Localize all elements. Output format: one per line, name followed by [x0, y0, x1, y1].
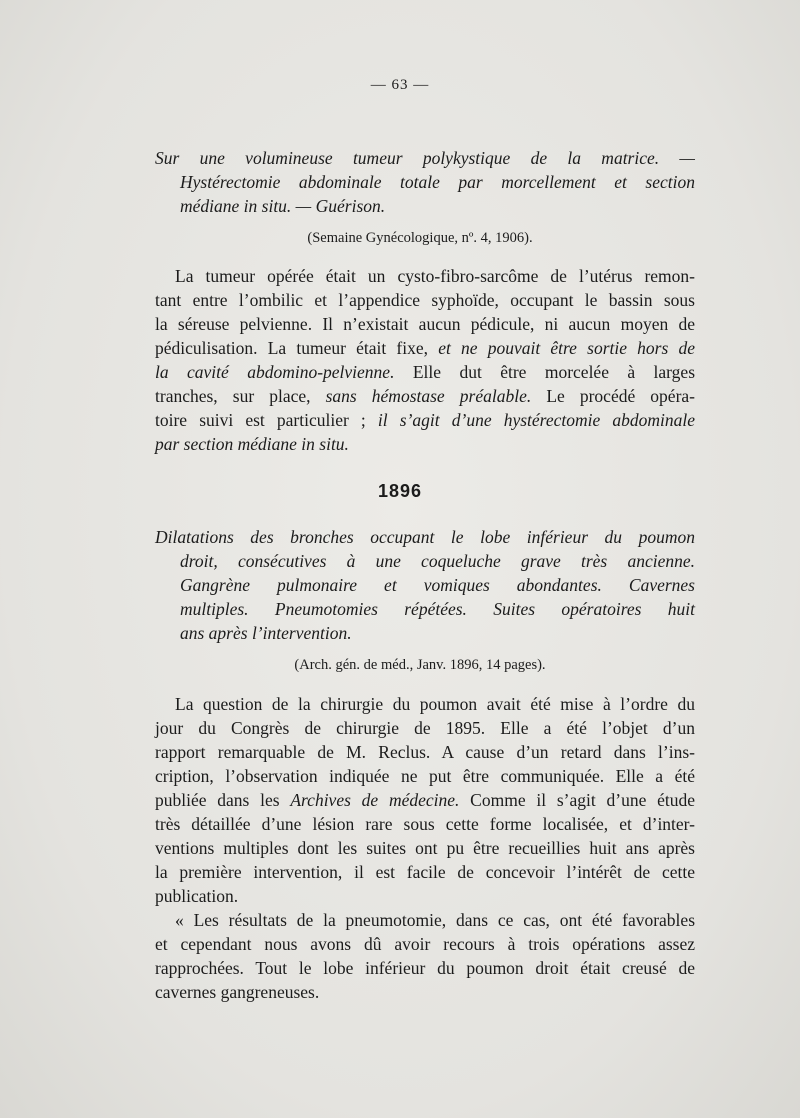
text-line [155, 336, 695, 360]
entry2-paragraph-1 [155, 692, 695, 908]
text-line: ventions multiples dont les suites ont pu être recueillies huit ans après [155, 838, 695, 858]
text-segment: tranches, sur place, [155, 386, 311, 406]
text-line [155, 788, 695, 812]
text-segment: toire suivi est particulier ; [155, 410, 366, 430]
entry2-title [155, 525, 695, 645]
italic-segment: Archives de médecine. [290, 790, 460, 810]
text-segment: pédiculisation. La tumeur était fixe, [155, 338, 429, 358]
entry2-title-line: droit, consécutives à une coqueluche grave très ancienne. [180, 551, 695, 571]
italic-segment: et ne pouvait être sortie hors de [438, 338, 695, 358]
text-line: la première intervention, il est facile de concevoir l’intérêt de cette [155, 862, 695, 882]
entry1-paragraph [155, 264, 695, 456]
entry1-title-line: Hystérectomie abdominale totale par morcellement et section [180, 172, 695, 192]
text-line: La tumeur opérée était un cysto-fibro-sarcôme de l’utérus remon- [175, 266, 695, 286]
year-heading: 1896 [377, 481, 423, 501]
entry1-citation: (Semaine Gynécologique, nº. 4, 1906). [307, 230, 533, 246]
text-segment: Comme il s’agit d’une étude [470, 790, 695, 810]
text-line: très détaillée d’une lésion rare sous cette forme localisée, et d’inter- [155, 814, 695, 834]
text-line: publication. [155, 886, 239, 906]
entry2-citation: (Arch. gén. de méd., Janv. 1896, 14 pages). [294, 657, 546, 673]
text-segment: Elle dut être morcelée à larges [412, 362, 696, 382]
text-line [155, 408, 695, 432]
text-line: rapprochées. Tout le lobe inférieur du poumon droit était creusé de [155, 958, 695, 978]
italic-segment: sans hémostase préalable. [325, 386, 532, 406]
text-line: cavernes gangreneuses. [155, 982, 320, 1002]
text-line: rapport remarquable de M. Reclus. A cause d’un retard dans l’ins- [155, 742, 695, 762]
text-segment: Le procédé opéra- [546, 386, 695, 406]
entry2-title-line: Dilatations des bronches occupant le lobe inférieur du poumon [155, 527, 695, 547]
text-line: tant entre l’ombilic et l’appendice syphoïde, occupant le bassin sous [155, 290, 695, 310]
entry2-title-line: Gangrène pulmonaire et vomiques abondantes. Cavernes [180, 575, 695, 595]
page-number: — 63 — [370, 77, 430, 93]
italic-segment: il s’agit d’une hystérectomie abdominale [377, 410, 696, 430]
text-line: la séreuse pelvienne. Il n’existait aucun pédicule, ni aucun moyen de [155, 314, 695, 334]
text-line: cription, l’observation indiquée ne put être communiquée. Elle a été [155, 766, 695, 786]
entry2-title-line: ans après l’intervention. [180, 623, 352, 643]
text-line: jour du Congrès de chirurgie de 1895. Elle a été l’objet d’un [155, 718, 695, 738]
entry2-title-line: multiples. Pneumotomies répétées. Suites opératoires huit [180, 599, 695, 619]
entry1-title-line: Sur une volumineuse tumeur polykystique de la matrice. — [155, 148, 695, 168]
text-line: « Les résultats de la pneumotomie, dans ce cas, ont été favorables [175, 910, 695, 930]
text-line [155, 360, 695, 384]
entry1-title-line: médiane in situ. — Guérison. [180, 196, 386, 216]
text-line: et cependant nous avons dû avoir recours à trois opérations assez [155, 934, 695, 954]
italic-segment: par section médiane in situ. [155, 434, 349, 454]
italic-segment: la cavité abdomino-pelvienne. [155, 362, 395, 382]
text-line [155, 432, 695, 456]
entry2-paragraph-2 [155, 908, 695, 1004]
text-line: La question de la chirurgie du poumon avait été mise à l’ordre du [175, 694, 695, 714]
entry1-title [155, 146, 695, 218]
text-segment: publiée dans les [155, 790, 280, 810]
text-line [155, 384, 695, 408]
